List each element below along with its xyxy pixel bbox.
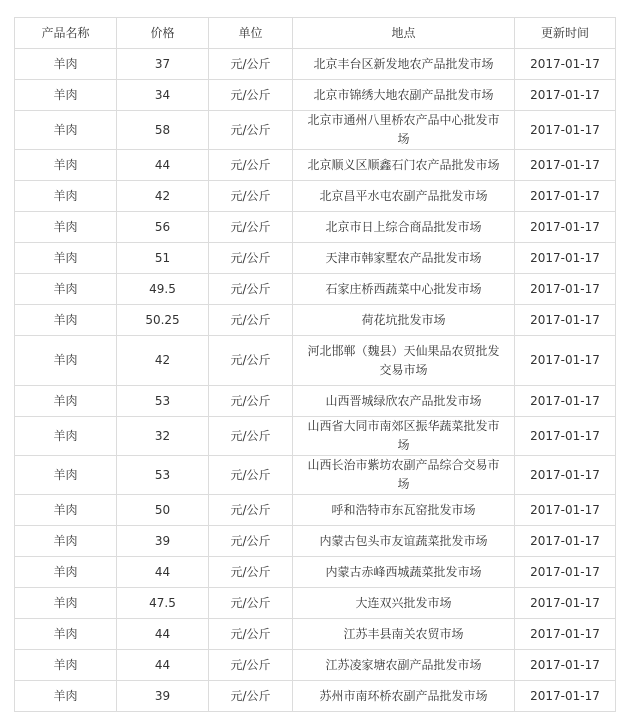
cell-price: 50.25 — [117, 305, 209, 336]
header-location: 地点 — [293, 18, 515, 49]
cell-update-time: 2017-01-17 — [515, 456, 616, 495]
cell-location: 江苏凌家塘农副产品批发市场 — [293, 650, 515, 681]
cell-location: 北京市通州八里桥农产品中心批发市场 — [293, 111, 515, 150]
cell-price: 39 — [117, 526, 209, 557]
cell-unit: 元/公斤 — [209, 111, 293, 150]
cell-price: 53 — [117, 456, 209, 495]
table-row — [15, 243, 616, 274]
cell-unit: 元/公斤 — [209, 588, 293, 619]
cell-unit: 元/公斤 — [209, 386, 293, 417]
cell-product-name: 羊肉 — [15, 80, 117, 111]
table-row — [15, 274, 616, 305]
cell-unit: 元/公斤 — [209, 495, 293, 526]
cell-price: 47.5 — [117, 588, 209, 619]
cell-update-time: 2017-01-17 — [515, 417, 616, 456]
cell-price: 32 — [117, 417, 209, 456]
price-table — [14, 17, 616, 712]
cell-unit: 元/公斤 — [209, 305, 293, 336]
cell-update-time: 2017-01-17 — [515, 495, 616, 526]
cell-product-name: 羊肉 — [15, 305, 117, 336]
table-row — [15, 336, 616, 386]
cell-product-name: 羊肉 — [15, 650, 117, 681]
cell-price: 56 — [117, 212, 209, 243]
cell-product-name: 羊肉 — [15, 495, 117, 526]
table-row — [15, 212, 616, 243]
cell-product-name: 羊肉 — [15, 681, 117, 712]
cell-location: 荷花坑批发市场 — [293, 305, 515, 336]
cell-unit: 元/公斤 — [209, 650, 293, 681]
cell-price: 49.5 — [117, 274, 209, 305]
cell-unit: 元/公斤 — [209, 181, 293, 212]
table-row — [15, 557, 616, 588]
cell-unit: 元/公斤 — [209, 619, 293, 650]
cell-unit: 元/公斤 — [209, 150, 293, 181]
table-row — [15, 181, 616, 212]
cell-location: 北京市日上综合商品批发市场 — [293, 212, 515, 243]
cell-update-time: 2017-01-17 — [515, 557, 616, 588]
cell-unit: 元/公斤 — [209, 456, 293, 495]
cell-location: 石家庄桥西蔬菜中心批发市场 — [293, 274, 515, 305]
table-row — [15, 619, 616, 650]
cell-unit: 元/公斤 — [209, 49, 293, 80]
header-update-time: 更新时间 — [515, 18, 616, 49]
cell-price: 50 — [117, 495, 209, 526]
table-row — [15, 386, 616, 417]
cell-price: 34 — [117, 80, 209, 111]
cell-location: 山西省大同市南郊区振华蔬菜批发市场 — [293, 417, 515, 456]
table-header-row — [15, 18, 616, 49]
cell-product-name: 羊肉 — [15, 588, 117, 619]
cell-price: 44 — [117, 557, 209, 588]
table-row — [15, 681, 616, 712]
cell-update-time: 2017-01-17 — [515, 150, 616, 181]
cell-location: 北京市锦绣大地农副产品批发市场 — [293, 80, 515, 111]
cell-location: 苏州市南环桥农副产品批发市场 — [293, 681, 515, 712]
cell-update-time: 2017-01-17 — [515, 274, 616, 305]
cell-update-time: 2017-01-17 — [515, 526, 616, 557]
cell-location: 河北邯郸（魏县）天仙果品农贸批发交易市场 — [293, 336, 515, 386]
cell-price: 37 — [117, 49, 209, 80]
cell-location: 江苏丰县南关农贸市场 — [293, 619, 515, 650]
header-product-name: 产品名称 — [15, 18, 117, 49]
cell-product-name: 羊肉 — [15, 49, 117, 80]
cell-location: 呼和浩特市东瓦窑批发市场 — [293, 495, 515, 526]
cell-update-time: 2017-01-17 — [515, 588, 616, 619]
cell-product-name: 羊肉 — [15, 526, 117, 557]
cell-location: 内蒙古赤峰西城蔬菜批发市场 — [293, 557, 515, 588]
cell-product-name: 羊肉 — [15, 336, 117, 386]
cell-update-time: 2017-01-17 — [515, 243, 616, 274]
table-row — [15, 49, 616, 80]
cell-update-time: 2017-01-17 — [515, 650, 616, 681]
cell-price: 39 — [117, 681, 209, 712]
cell-unit: 元/公斤 — [209, 336, 293, 386]
table-row — [15, 650, 616, 681]
cell-location: 北京昌平水屯农副产品批发市场 — [293, 181, 515, 212]
table-row — [15, 150, 616, 181]
cell-update-time: 2017-01-17 — [515, 305, 616, 336]
cell-unit: 元/公斤 — [209, 681, 293, 712]
cell-update-time: 2017-01-17 — [515, 619, 616, 650]
cell-unit: 元/公斤 — [209, 557, 293, 588]
table-row — [15, 456, 616, 495]
cell-location: 内蒙古包头市友谊蔬菜批发市场 — [293, 526, 515, 557]
cell-price: 44 — [117, 619, 209, 650]
cell-unit: 元/公斤 — [209, 80, 293, 111]
cell-location: 山西晋城绿欣农产品批发市场 — [293, 386, 515, 417]
cell-product-name: 羊肉 — [15, 417, 117, 456]
cell-update-time: 2017-01-17 — [515, 181, 616, 212]
cell-product-name: 羊肉 — [15, 111, 117, 150]
cell-product-name: 羊肉 — [15, 243, 117, 274]
table-row — [15, 526, 616, 557]
cell-product-name: 羊肉 — [15, 274, 117, 305]
cell-product-name: 羊肉 — [15, 557, 117, 588]
price-table-container — [14, 17, 616, 712]
cell-location: 天津市韩家墅农产品批发市场 — [293, 243, 515, 274]
header-unit: 单位 — [209, 18, 293, 49]
cell-unit: 元/公斤 — [209, 526, 293, 557]
header-price: 价格 — [117, 18, 209, 49]
cell-update-time: 2017-01-17 — [515, 212, 616, 243]
cell-update-time: 2017-01-17 — [515, 386, 616, 417]
cell-update-time: 2017-01-17 — [515, 49, 616, 80]
cell-unit: 元/公斤 — [209, 212, 293, 243]
cell-price: 58 — [117, 111, 209, 150]
cell-product-name: 羊肉 — [15, 212, 117, 243]
cell-location: 山西长治市紫坊农副产品综合交易市场 — [293, 456, 515, 495]
cell-unit: 元/公斤 — [209, 243, 293, 274]
table-row — [15, 80, 616, 111]
table-row — [15, 588, 616, 619]
cell-price: 44 — [117, 650, 209, 681]
cell-price: 53 — [117, 386, 209, 417]
table-row — [15, 417, 616, 456]
cell-update-time: 2017-01-17 — [515, 80, 616, 111]
table-row — [15, 111, 616, 150]
cell-product-name: 羊肉 — [15, 150, 117, 181]
cell-product-name: 羊肉 — [15, 181, 117, 212]
cell-price: 42 — [117, 181, 209, 212]
cell-product-name: 羊肉 — [15, 386, 117, 417]
cell-update-time: 2017-01-17 — [515, 111, 616, 150]
cell-update-time: 2017-01-17 — [515, 336, 616, 386]
cell-product-name: 羊肉 — [15, 619, 117, 650]
table-row — [15, 495, 616, 526]
cell-location: 大连双兴批发市场 — [293, 588, 515, 619]
cell-product-name: 羊肉 — [15, 456, 117, 495]
cell-price: 44 — [117, 150, 209, 181]
cell-location: 北京丰台区新发地农产品批发市场 — [293, 49, 515, 80]
cell-price: 42 — [117, 336, 209, 386]
cell-location: 北京顺义区顺鑫石门农产品批发市场 — [293, 150, 515, 181]
cell-price: 51 — [117, 243, 209, 274]
cell-update-time: 2017-01-17 — [515, 681, 616, 712]
table-row — [15, 305, 616, 336]
cell-unit: 元/公斤 — [209, 274, 293, 305]
cell-unit: 元/公斤 — [209, 417, 293, 456]
